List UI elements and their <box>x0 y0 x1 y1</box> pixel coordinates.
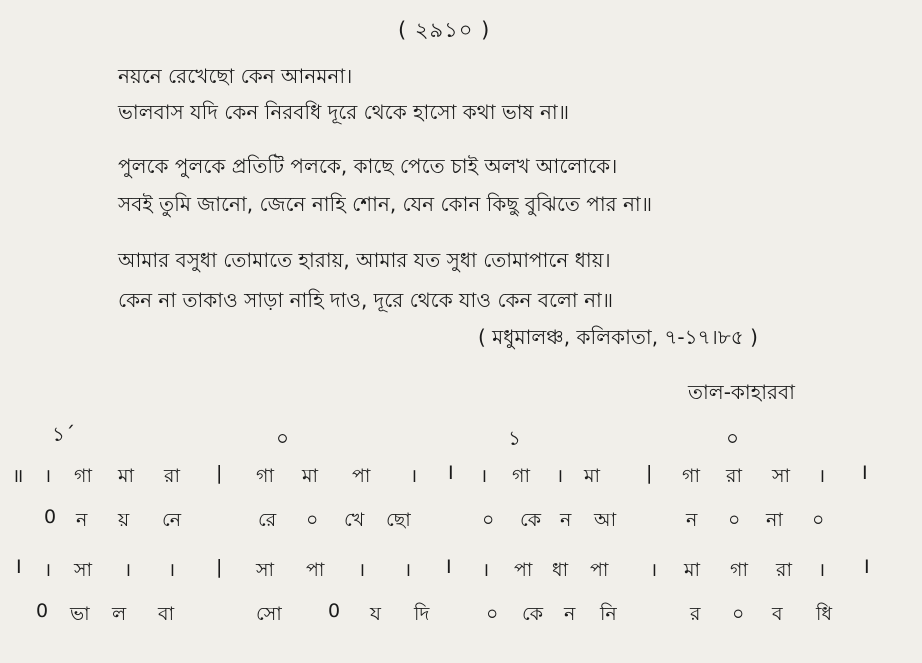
page-number: ( ২৯১০ ) <box>398 18 491 42</box>
notation-syllable: রে <box>258 509 277 531</box>
notation-syllable: ন <box>560 509 572 531</box>
notation-syllable: আ <box>594 509 617 531</box>
notation-symbol: । <box>44 465 52 487</box>
notation-symbol: | <box>216 556 223 578</box>
notation-symbol: সা <box>74 559 93 581</box>
lyric-line-5: আমার বসুধা তোমাতে হারায়, আমার যত সুধা তোমাপানে ধায়। <box>118 248 611 272</box>
lyric-line-3: পুলকে পুলকে প্রতিটি পলকে, কাছে পেতে চাই অলখ আলোকে। <box>118 154 618 178</box>
notation-symbol: । <box>480 465 488 487</box>
notation-symbol: । <box>44 559 52 581</box>
notation-symbol: মা <box>584 465 601 487</box>
notation-symbol: | <box>646 462 653 484</box>
notation-syllable: ন <box>564 603 576 625</box>
notation-symbol: মা <box>302 465 319 487</box>
notation-syllable: ০ <box>486 603 499 625</box>
notation-syllable: নি <box>600 603 617 625</box>
notation-symbol: মা <box>684 559 701 581</box>
notation-symbol: সা <box>256 559 275 581</box>
notation-syllable: য় <box>118 509 130 531</box>
notation-syllable: 0 <box>44 506 57 528</box>
notation-symbol: গা <box>730 559 748 581</box>
notation-symbol: I <box>448 462 454 484</box>
notation-syllable: ধি <box>816 603 833 625</box>
notation-symbol: পা <box>514 559 533 581</box>
notation-syllable: বা <box>158 603 175 625</box>
notation-syllable: কে <box>520 509 542 531</box>
source-note: ( মধুমালঞ্চ, কলিকাতা, ৭-১৭।৮৫ ) <box>478 325 758 349</box>
notation-syllable: নে <box>162 509 182 531</box>
notation-syllable: ০ <box>728 509 741 531</box>
notation-symbol: গা <box>512 465 530 487</box>
beat-mark: ১ <box>508 426 521 450</box>
notation-syllable: ব <box>772 603 783 625</box>
notation-syllable: খে <box>344 509 365 531</box>
notation-symbol: । <box>650 559 658 581</box>
notation-symbol: পা <box>352 465 371 487</box>
notation-syllable: না <box>766 509 783 531</box>
notation-syllable: ০ <box>812 509 825 531</box>
notation-symbol: I <box>862 462 868 484</box>
notation-symbol: রা <box>776 559 792 581</box>
notation-symbol: সা <box>772 465 791 487</box>
notation-symbol: । <box>482 559 490 581</box>
notation-symbol: I <box>864 556 870 578</box>
notation-syllable: য <box>370 603 381 625</box>
notation-symbol: । <box>168 559 176 581</box>
notation-symbol: মা <box>118 465 135 487</box>
notation-syllable: সো <box>256 603 282 625</box>
notation-symbol: | <box>216 462 223 484</box>
notation-symbol: গা <box>256 465 274 487</box>
notation-symbol: পা <box>590 559 609 581</box>
lyric-line-2: ভালবাস যদি কেন নিরবধি দূরে থেকে হাসো কথা ভাষ না॥ <box>118 100 570 124</box>
beat-mark: ০ <box>726 426 740 450</box>
notation-symbol: রা <box>726 465 742 487</box>
lyric-line-4: সবই তুমি জানো, জেনে নাহি শোন, যেন কোন কিছু বুঝিতে পার না॥ <box>118 192 653 216</box>
notation-symbol: । <box>410 465 418 487</box>
notation-symbol: । <box>556 465 564 487</box>
beat-mark: ১´ <box>52 422 75 446</box>
notation-symbol: । <box>818 465 826 487</box>
notation-syllable: ০ <box>482 509 495 531</box>
notation-syllable: ০ <box>732 603 745 625</box>
notation-symbol: । <box>124 559 132 581</box>
notation-symbol: ॥ <box>12 465 24 487</box>
taal-name: তাল-কাহারবা <box>688 380 795 404</box>
notation-syllable: ০ <box>306 509 319 531</box>
notation-syllable: ল <box>112 603 127 625</box>
notation-symbol: রা <box>164 465 180 487</box>
notation-symbol: I <box>16 556 22 578</box>
notation-syllable: কে <box>522 603 544 625</box>
notation-symbol: ধা <box>552 559 569 581</box>
notation-syllable: ছো <box>386 509 411 531</box>
notation-syllable: ভা <box>70 603 90 625</box>
notation-symbol: । <box>818 559 826 581</box>
notation-symbol: গা <box>682 465 700 487</box>
notation-syllable: 0 <box>36 600 49 622</box>
beat-mark: ০ <box>276 426 290 450</box>
notation-syllable: ন <box>686 509 698 531</box>
notation-symbol: পা <box>306 559 325 581</box>
notation-syllable: দি <box>414 603 430 625</box>
notation-syllable: 0 <box>328 600 341 622</box>
notation-symbol: গা <box>74 465 92 487</box>
notation-symbol: । <box>404 559 412 581</box>
notation-syllable: র <box>690 603 701 625</box>
lyric-line-1: নয়নে রেখেছো কেন আনমনা। <box>118 64 353 88</box>
notation-symbol: I <box>446 556 452 578</box>
lyric-line-6: কেন না তাকাও সাড়া নাহি দাও, দূরে থেকে যাও কেন বলো না॥ <box>118 288 614 312</box>
notation-syllable: ন <box>76 509 88 531</box>
notation-symbol: । <box>358 559 366 581</box>
